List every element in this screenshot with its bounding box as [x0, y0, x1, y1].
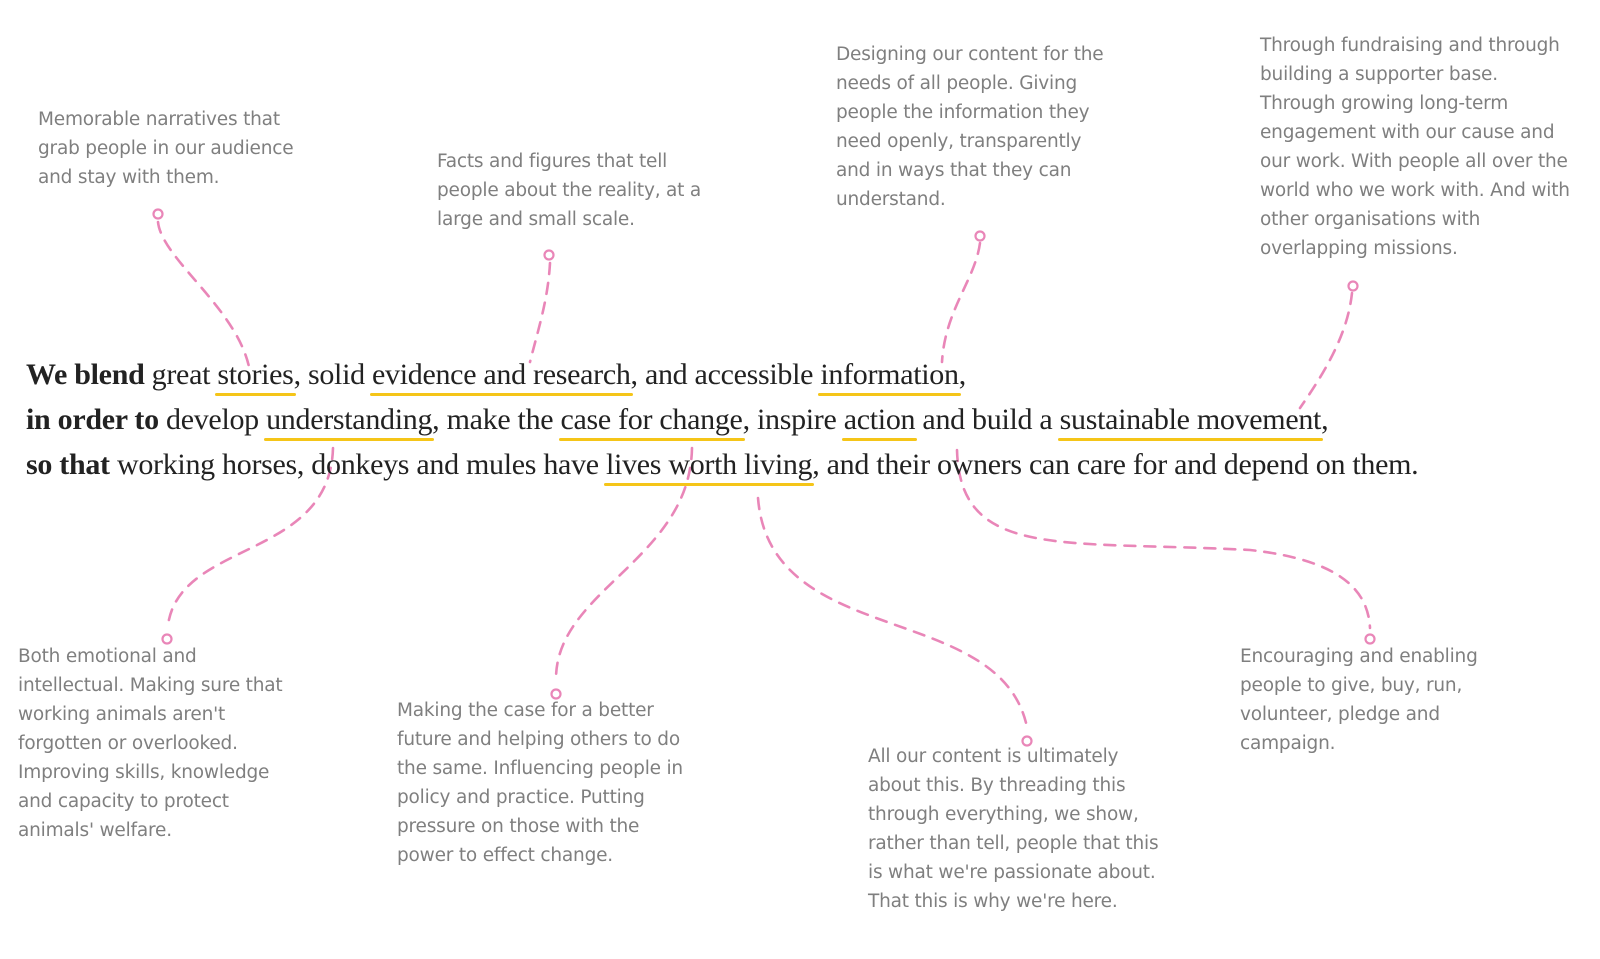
note-line: All our content is ultimately [868, 746, 1119, 767]
note-line: Improving skills, knowledge [18, 762, 270, 783]
note-line: the same. Influencing people in [397, 758, 683, 779]
statement-text: , make the [432, 403, 561, 436]
note-line: building a supporter base. [1260, 64, 1498, 85]
statement-text: , and their owners can care for and depend on them. [812, 448, 1419, 481]
note-line: working animals aren't [18, 704, 226, 725]
note-line: Through fundraising and through [1260, 35, 1560, 56]
note-line: Memorable narratives that [38, 109, 280, 130]
highlight-evidence-and-research: evidence and research [372, 352, 631, 397]
note-line: need openly, transparently [836, 131, 1082, 152]
note-line: future and helping others to do [397, 729, 680, 750]
note-line: about this. By threading this [868, 775, 1126, 796]
note-line: and in ways that they can [836, 160, 1072, 181]
connector-stories [158, 222, 250, 372]
note-evidence [437, 147, 701, 234]
statement-text: , solid [293, 358, 373, 391]
note-line: needs of all people. Giving [836, 73, 1078, 94]
note-line: through everything, we show, [868, 804, 1139, 825]
note-line: grab people in our audience [38, 138, 294, 159]
highlight-case-for-change: case for change [561, 397, 743, 442]
statement-text: , [958, 358, 966, 391]
statement-lead: We blend [26, 358, 145, 391]
note-line: Designing our content for the [836, 44, 1104, 65]
anchor-sustainable-icon [1349, 282, 1358, 291]
note-line: policy and practice. Putting [397, 787, 645, 808]
anchor-information-icon [976, 232, 985, 241]
note-line: Through growing long-term [1260, 93, 1509, 114]
statement-text: , and accessible [630, 358, 821, 391]
note-line: power to effect change. [397, 845, 613, 866]
note-line: understand. [836, 189, 946, 210]
note-line: our work. With people all over the [1260, 151, 1568, 172]
note-line: world who we work with. And with [1260, 180, 1570, 201]
note-line: Making the case for a better [397, 700, 654, 721]
note-case-for-change [397, 696, 683, 870]
note-line: pressure on those with the [397, 816, 640, 837]
statement-text: great [144, 358, 218, 391]
note-line: people about the reality, at a [437, 180, 702, 201]
statement-text: develop [158, 403, 267, 436]
highlight-action: action [844, 397, 916, 442]
note-line: and stay with them. [38, 167, 220, 188]
highlight-information: information [820, 352, 958, 397]
anchor-stories-icon [154, 210, 163, 219]
statement-lead: in order to [26, 403, 159, 436]
connector-evidence [530, 263, 550, 362]
note-action [1240, 642, 1478, 758]
note-sustainable-movement [1260, 31, 1570, 263]
note-understanding [18, 642, 282, 845]
note-line: is what we're passionate about. [868, 862, 1156, 883]
note-line: engagement with our cause and [1260, 122, 1555, 143]
highlight-stories: stories [217, 352, 293, 397]
note-line: overlapping missions. [1260, 238, 1458, 259]
note-stories [38, 105, 293, 192]
note-line: animals' welfare. [18, 820, 172, 841]
note-line: Encouraging and enabling [1240, 646, 1478, 667]
statement-text: , [1321, 403, 1329, 436]
statement-text: and build a [915, 403, 1060, 436]
note-line: people the information they [836, 102, 1090, 123]
note-lives-worth-living [868, 742, 1158, 916]
statement-text: working horses, donkeys and mules have [109, 448, 606, 481]
note-line: intellectual. Making sure that [18, 675, 283, 696]
note-line: large and small scale. [437, 209, 635, 230]
note-line: rather than tell, people that this [868, 833, 1159, 854]
connector-lives [758, 498, 1027, 727]
statement-line-2 [26, 397, 1418, 442]
note-line: people to give, buy, run, [1240, 675, 1463, 696]
statement-lead: so that [26, 448, 110, 481]
note-line: Both emotional and [18, 646, 197, 667]
note-line: campaign. [1240, 733, 1336, 754]
statement-line-3 [26, 442, 1418, 487]
note-line: That this is why we're here. [868, 891, 1118, 912]
note-line: and capacity to protect [18, 791, 229, 812]
mission-statement [26, 352, 1418, 487]
highlight-sustainable-movement: sustainable movement [1060, 397, 1321, 442]
statement-line-1 [26, 352, 1418, 397]
statement-text: , inspire [742, 403, 844, 436]
note-line: other organisations with [1260, 209, 1481, 230]
anchor-evidence-icon [545, 251, 554, 260]
note-line: Facts and figures that tell [437, 151, 668, 172]
note-information [836, 40, 1103, 214]
highlight-lives-worth-living: lives worth living [606, 442, 812, 487]
note-line: forgotten or overlooked. [18, 733, 238, 754]
highlight-understanding: understanding [266, 397, 432, 442]
note-line: volunteer, pledge and [1240, 704, 1440, 725]
connector-information [942, 243, 980, 362]
